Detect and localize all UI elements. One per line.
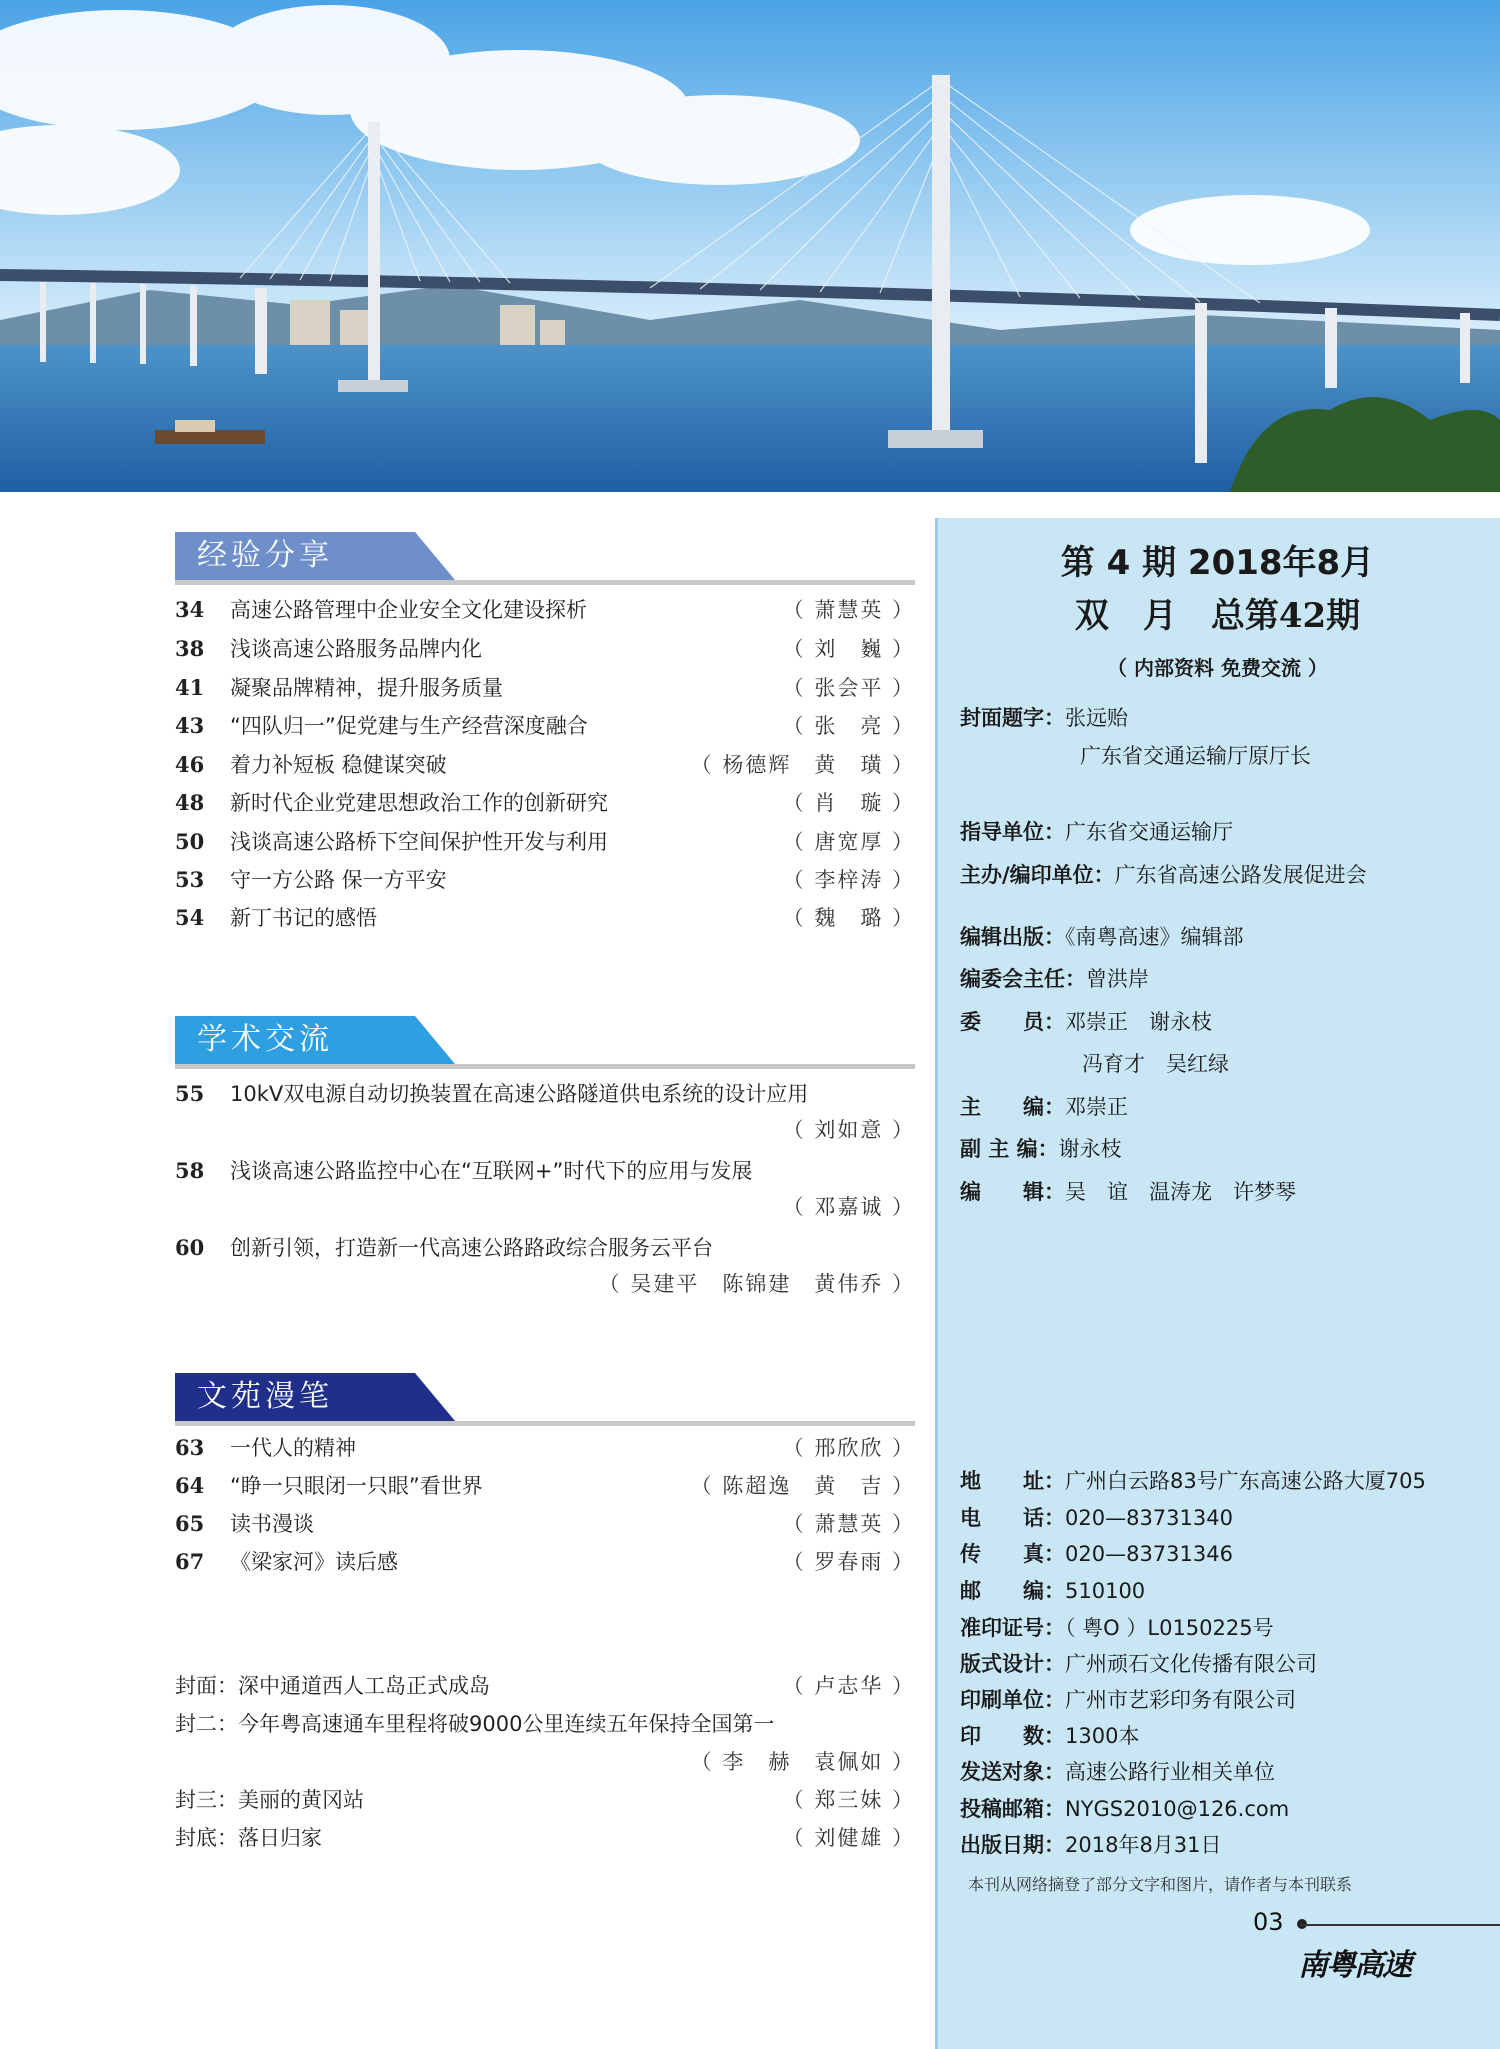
- info-value: 广东省高速公路发展促进会: [1114, 863, 1367, 887]
- article-author: （ 唐宽厚 ）: [782, 830, 915, 854]
- info-row: [960, 1502, 1233, 1534]
- info-label: 主 编：: [960, 1095, 1065, 1119]
- article-title: 浅谈高速公路桥下空间保护性开发与利用: [230, 830, 608, 854]
- toc-item[interactable]: [175, 708, 915, 744]
- info-label: 指导单位：: [960, 820, 1065, 844]
- info-row: [960, 1756, 1275, 1788]
- info-row: [960, 1648, 1317, 1680]
- page-number: 53: [175, 867, 205, 892]
- article-title: “四队归一”促党建与生产经营深度融合: [230, 714, 588, 738]
- info-value: 广东省交通运输厅: [1065, 820, 1233, 844]
- section-tab-tail: [415, 1373, 455, 1421]
- issue-frequency-total: 双 月 总第42期: [1074, 596, 1361, 636]
- toc-item[interactable]: [175, 1544, 915, 1580]
- info-row: [960, 1575, 1145, 1607]
- cover-author: （ 卢志华 ）: [782, 1674, 915, 1698]
- info-row: [960, 1684, 1296, 1716]
- page-number: 67: [175, 1549, 205, 1574]
- info-label: 地 址：: [960, 1469, 1065, 1493]
- info-value: 邓崇正 谢永枝: [1065, 1010, 1212, 1034]
- article-author: （ 张会平 ）: [782, 676, 915, 700]
- info-label: 传 真：: [960, 1542, 1065, 1566]
- article-title: 守一方公路 保一方平安: [230, 868, 447, 892]
- info-row: [960, 1091, 1128, 1123]
- section-header-xueshu: [175, 1016, 915, 1068]
- toc-item[interactable]: [175, 670, 915, 706]
- info-value: 谢永枝: [1058, 1137, 1122, 1161]
- section-tab-label: 文苑漫笔: [175, 1373, 415, 1421]
- info-value: 广州白云路83号广东高速公路大厦705: [1065, 1469, 1426, 1493]
- page-number: 41: [175, 675, 205, 700]
- info-row: [960, 816, 1233, 848]
- info-value: 曾洪岸: [1086, 967, 1149, 991]
- info-value: 广东省交通运输厅原厅长: [1080, 744, 1311, 768]
- info-value: 邓崇正: [1065, 1095, 1128, 1119]
- info-value: 广州顽石文化传播有限公司: [1065, 1652, 1317, 1676]
- info-row: [960, 1133, 1122, 1165]
- article-title: 浅谈高速公路服务品牌内化: [230, 637, 482, 661]
- info-label: 编 辑：: [960, 1180, 1065, 1204]
- article-title: 着力补短板 稳健谋突破: [230, 753, 447, 777]
- issue-number-date: 第 4 期 2018年8月: [1060, 543, 1375, 583]
- cover-title: 封二：今年粤高速通车里程将破9000公里连续五年保持全国第一: [175, 1712, 775, 1736]
- section-tab-label: 经验分享: [175, 532, 415, 580]
- info-value: 冯育才 吴红绿: [1082, 1052, 1229, 1076]
- toc-item[interactable]: [175, 1076, 915, 1112]
- info-row: [960, 1538, 1233, 1570]
- toc-item-author-line: [175, 1189, 915, 1225]
- toc-item[interactable]: [175, 1230, 915, 1266]
- page-number: 43: [175, 713, 205, 738]
- info-value: 吴 谊 温涛龙 许梦琴: [1065, 1180, 1296, 1204]
- page-number-footer: 03: [1253, 1908, 1284, 1936]
- article-author: （ 萧慧英 ）: [782, 1512, 915, 1536]
- info-value: 020—83731346: [1065, 1542, 1233, 1566]
- cover-credit-row: [175, 1820, 915, 1856]
- article-title: 10kV双电源自动切换装置在高速公路隧道供电系统的设计应用: [230, 1082, 809, 1106]
- info-label: 发送对象：: [960, 1760, 1065, 1784]
- page-number: 63: [175, 1435, 205, 1460]
- info-row: [1082, 1048, 1229, 1080]
- info-row: [960, 1006, 1212, 1038]
- page-number: 58: [175, 1158, 205, 1183]
- cover-author: （ 李 赫 袁佩如 ）: [690, 1750, 915, 1774]
- toc-item[interactable]: [175, 592, 915, 628]
- section-tab-tail: [415, 1016, 455, 1064]
- info-row: [960, 963, 1149, 995]
- article-author: （ 邢欣欣 ）: [782, 1436, 915, 1460]
- page-number: 48: [175, 790, 205, 815]
- info-label: 编辑出版：: [960, 925, 1065, 949]
- article-author: （ 魏 璐 ）: [782, 906, 915, 930]
- article-author: （ 刘如意 ）: [782, 1118, 915, 1142]
- info-row: [960, 1612, 1274, 1644]
- info-value: 020—83731340: [1065, 1506, 1233, 1530]
- section-tab-tail: [415, 532, 455, 580]
- section-rule: [175, 1064, 915, 1069]
- article-title: 《梁家河》读后感: [230, 1550, 398, 1574]
- article-title: 凝聚品牌精神，提升服务质量: [230, 676, 503, 700]
- info-value: （ 粤O ）L0150225号: [1065, 1616, 1274, 1640]
- article-author: （ 李梓涛 ）: [782, 868, 915, 892]
- info-row: [960, 1720, 1139, 1752]
- article-title: 新丁书记的感悟: [230, 906, 377, 930]
- magazine-logo: 南粤高速: [1298, 1948, 1410, 1983]
- page-number: 64: [175, 1473, 205, 1498]
- page-number: 38: [175, 636, 205, 661]
- info-label: 准印证号：: [960, 1616, 1065, 1640]
- section-tab-label: 学术交流: [175, 1016, 415, 1064]
- info-label: 印 数：: [960, 1724, 1065, 1748]
- info-value: 广州市艺彩印务有限公司: [1065, 1688, 1296, 1712]
- page-number: 60: [175, 1235, 205, 1260]
- article-author: （ 杨德辉 黄 璜 ）: [690, 753, 915, 777]
- toc-item[interactable]: [175, 824, 915, 860]
- article-author: （ 罗春雨 ）: [782, 1550, 915, 1574]
- section-rule: [175, 580, 915, 585]
- article-author: （ 陈超逸 黄 吉 ）: [690, 1474, 915, 1498]
- article-title: “睁一只眼闭一只眼”看世界: [230, 1474, 483, 1498]
- copyright-disclaimer: 本刊从网络摘登了部分文字和图片，请作者与本刊联系: [968, 1875, 1353, 1894]
- info-label: 版式设计：: [960, 1652, 1065, 1676]
- info-value: 张远贻: [1065, 706, 1128, 730]
- page-number: 54: [175, 905, 205, 930]
- cover-photo-bridge: [0, 0, 1500, 492]
- cover-title: 封底：落日归家: [175, 1826, 322, 1850]
- info-row: [960, 859, 1367, 891]
- cover-credit-row: [175, 1782, 915, 1818]
- article-title: 高速公路管理中企业安全文化建设探析: [230, 598, 587, 622]
- toc-item-author-line: [175, 1266, 915, 1302]
- info-row: [960, 1465, 1426, 1497]
- article-title: 读书漫谈: [230, 1512, 314, 1536]
- page-number: 65: [175, 1511, 205, 1536]
- cover-author: （ 郑三妹 ）: [782, 1788, 915, 1812]
- section-header-jingyan: [175, 532, 915, 584]
- info-label: 印刷单位：: [960, 1688, 1065, 1712]
- issue-note: （ 内部资料 免费交流 ）: [1107, 656, 1328, 680]
- info-row: [960, 921, 1244, 953]
- info-row: [960, 1176, 1296, 1208]
- cover-credit-row: [175, 1668, 915, 1704]
- info-value: 510100: [1065, 1579, 1146, 1603]
- article-author: （ 肖 璇 ）: [782, 791, 915, 815]
- article-title: 新时代企业党建思想政治工作的创新研究: [230, 791, 608, 815]
- info-value: 2018年8月31日: [1065, 1833, 1222, 1857]
- info-label: 委 员：: [960, 1010, 1065, 1034]
- cover-credit-author-line: [175, 1744, 915, 1780]
- info-label: 出版日期：: [960, 1833, 1065, 1857]
- article-author: （ 吴建平 陈锦建 黄伟乔 ）: [598, 1272, 915, 1296]
- page-number: 46: [175, 752, 205, 777]
- toc-item[interactable]: [175, 1430, 915, 1466]
- toc-item[interactable]: [175, 631, 915, 667]
- info-row: [1080, 740, 1311, 772]
- article-title: 浅谈高速公路监控中心在“互联网+”时代下的应用与发展: [230, 1159, 753, 1183]
- toc-item[interactable]: [175, 1468, 915, 1504]
- toc-item[interactable]: [175, 1153, 915, 1189]
- info-row: [960, 702, 1128, 734]
- info-value: 1300本: [1065, 1724, 1140, 1748]
- bridge-illustration: [0, 0, 1500, 492]
- section-rule: [175, 1421, 915, 1426]
- info-label: 编委会主任：: [960, 967, 1086, 991]
- info-value[interactable]: NYGS2010@126.com: [1065, 1797, 1290, 1821]
- info-value: 《南粤高速》编辑部: [1065, 925, 1244, 949]
- cover-author: （ 刘健雄 ）: [782, 1826, 915, 1850]
- info-label: 邮 编：: [960, 1579, 1065, 1603]
- toc-item[interactable]: [175, 1506, 915, 1542]
- info-label: 副 主 编：: [960, 1137, 1059, 1161]
- info-row: [960, 1829, 1222, 1861]
- toc-item-author-line: [175, 1112, 915, 1148]
- page-marker-line: [1300, 1924, 1500, 1926]
- article-title: 一代人的精神: [230, 1436, 356, 1460]
- article-author: （ 邓嘉诚 ）: [782, 1195, 915, 1219]
- page-number: 55: [175, 1081, 205, 1106]
- cover-title: 封面：深中通道西人工岛正式成岛: [175, 1674, 490, 1698]
- info-row: [960, 1793, 1289, 1825]
- info-label: 电 话：: [960, 1506, 1065, 1530]
- article-title: 创新引领，打造新一代高速公路路政综合服务云平台: [230, 1236, 713, 1260]
- page-number: 34: [175, 597, 205, 622]
- toc-item[interactable]: [175, 862, 915, 898]
- info-label: 封面题字：: [960, 706, 1065, 730]
- page-number: 50: [175, 829, 205, 854]
- info-value: 高速公路行业相关单位: [1065, 1760, 1275, 1784]
- section-header-wenyuan: [175, 1373, 915, 1425]
- article-author: （ 张 亮 ）: [782, 714, 915, 738]
- article-author: （ 萧慧英 ）: [782, 598, 915, 622]
- info-label: 投稿邮箱：: [960, 1797, 1065, 1821]
- cover-credit-row: [175, 1706, 915, 1742]
- article-author: （ 刘 巍 ）: [782, 637, 915, 661]
- toc-item[interactable]: [175, 747, 915, 783]
- info-label: 主办/编印单位：: [960, 863, 1115, 887]
- toc-item[interactable]: [175, 785, 915, 821]
- cover-title: 封三：美丽的黄冈站: [175, 1788, 364, 1812]
- toc-item[interactable]: [175, 900, 915, 936]
